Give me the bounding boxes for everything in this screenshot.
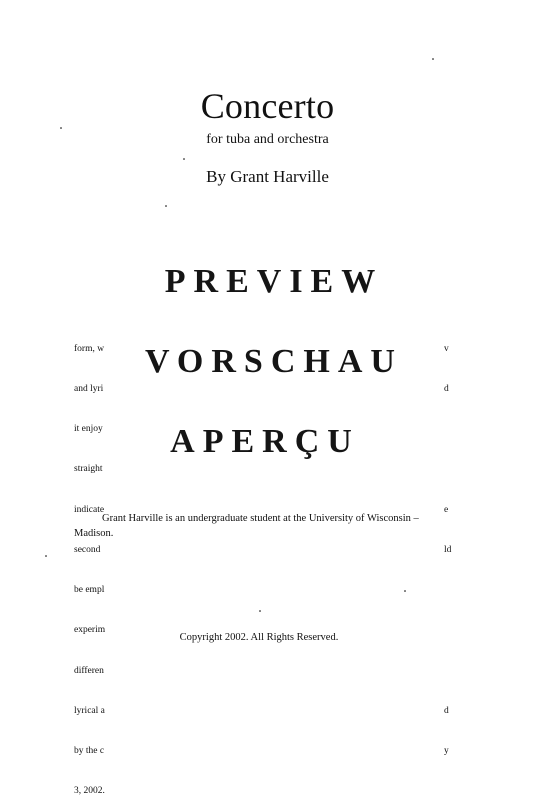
fragment-line: v	[444, 343, 449, 354]
program-note-left-fragments	[74, 316, 105, 812]
fragment-line: lyrical a	[74, 705, 105, 716]
fragment-line	[444, 665, 451, 678]
scan-speck	[165, 205, 167, 207]
fragment-line: ld	[444, 544, 452, 555]
fragment-line: d	[444, 384, 449, 395]
score-title: Concerto	[200, 86, 335, 126]
fragment-line: indicate	[74, 504, 105, 515]
fragment-line: it enjoy	[74, 424, 103, 435]
fragment-line: y	[444, 746, 449, 756]
fragment-line: e	[444, 504, 449, 515]
fragment-line: form, w	[74, 343, 105, 354]
composer-bio: Grant Harville is an undergraduate student at the University of Wisconsin – Madison.	[74, 513, 419, 539]
fragment-line: 3, 2002.	[74, 786, 105, 797]
composer-credit: By Grant Harville	[206, 167, 329, 186]
scan-speck	[60, 127, 62, 129]
scan-speck	[259, 610, 261, 612]
fragment-line: differen	[74, 665, 104, 676]
fragment-line: be empl	[74, 585, 105, 596]
fragment-line	[444, 584, 451, 597]
program-note-right-fragments	[444, 316, 451, 772]
scan-speck	[183, 158, 185, 160]
scan-speck	[45, 555, 47, 557]
fragment-line: straight	[74, 464, 103, 475]
fragment-line: by the c	[74, 746, 105, 756]
fragment-line: experim	[74, 625, 106, 636]
copyright-notice: Copyright 2002. All Rights Reserved.	[179, 632, 339, 643]
scan-speck	[432, 58, 434, 60]
fragment-line: second	[74, 544, 101, 555]
watermark-vorschau: VORSCHAU	[145, 343, 403, 380]
watermark-apercu: APERÇU	[170, 423, 360, 460]
score-subtitle: for tuba and orchestra	[206, 132, 329, 147]
fragment-line: and lyri	[74, 384, 104, 395]
fragment-line	[444, 463, 451, 476]
watermark-preview: PREVIEW	[164, 263, 384, 300]
fragment-line: d	[444, 705, 449, 716]
scan-speck	[404, 590, 406, 592]
